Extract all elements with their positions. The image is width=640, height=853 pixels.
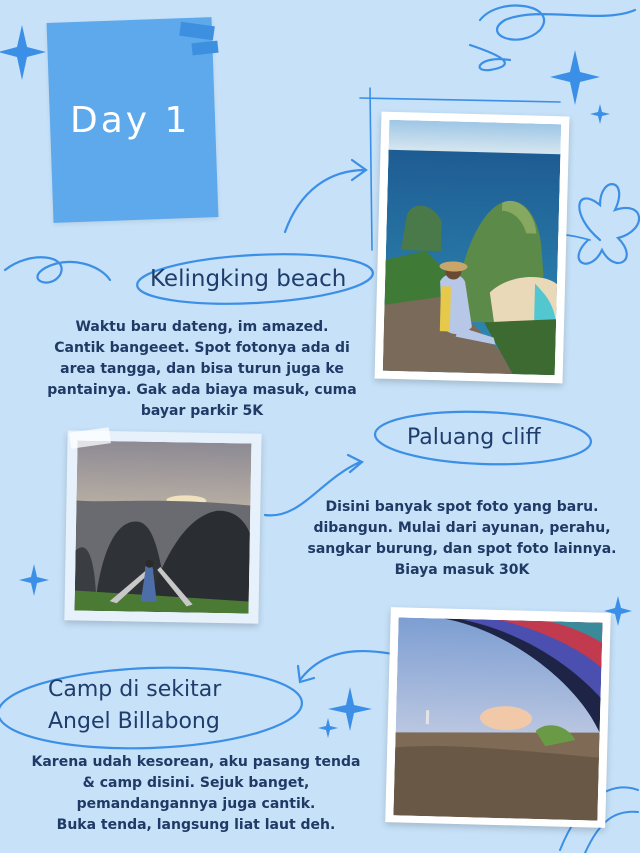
paragraph-camp [6, 752, 386, 836]
text-line: Karena udah kesorean, aku pasang tenda [31, 754, 361, 770]
photo-camp-angel-billabong [393, 617, 602, 820]
paragraph-paluang [286, 497, 638, 581]
photo-paluang-cliff [75, 440, 252, 613]
arrow-icon [285, 160, 366, 232]
text-line: pantainya. Gak ada biaya masuk, cuma [47, 382, 357, 398]
text-line: bayar parkir 5K [140, 403, 264, 419]
text-line: area tangga, dan bisa turun juga ke [60, 361, 344, 377]
text-line: & camp disini. Sejuk banget, [82, 775, 310, 791]
heading-camp-line1: Camp di sekitar [48, 677, 222, 702]
sparkle-icon [19, 564, 49, 596]
swirl-icon [470, 45, 510, 70]
heading-camp-line2: Angel Billabong [48, 709, 220, 734]
photo-frame-paluang [64, 430, 261, 623]
photo-frame-kelingking [375, 112, 570, 384]
day-title: Day 1 [70, 100, 191, 141]
flower-icon [579, 184, 639, 263]
sparkle-icon [0, 25, 46, 80]
sparkle-icon [328, 687, 372, 731]
text-line: Cantik bangeeet. Spot fotonya ada di [54, 340, 350, 356]
heading-paluang-cliff: Paluang cliff [407, 425, 541, 450]
photo-kelingking-beach [383, 120, 562, 375]
text-line: pemandangannya juga cantik. [76, 796, 316, 812]
text-line: sangkar burung, dan spot foto lainnya. [307, 541, 617, 557]
sparkle-icon [550, 50, 600, 105]
paragraph-kelingking [22, 317, 382, 422]
sparkle-icon [590, 104, 610, 124]
text-line: Disini banyak spot foto yang baru. [325, 499, 599, 515]
swirl-icon [5, 257, 110, 282]
text-line: Buka tenda, langsung liat laut deh. [56, 817, 336, 833]
heading-kelingking-beach: Kelingking beach [150, 266, 347, 292]
swirl-icon [480, 6, 635, 40]
photo-frame-camp [385, 607, 611, 828]
text-line: Biaya masuk 30K [394, 562, 530, 578]
text-line: dibangun. Mulai dari ayunan, perahu, [313, 520, 611, 536]
sparkle-icon [318, 718, 338, 738]
text-line: Waktu baru dateng, im amazed. [75, 319, 329, 335]
